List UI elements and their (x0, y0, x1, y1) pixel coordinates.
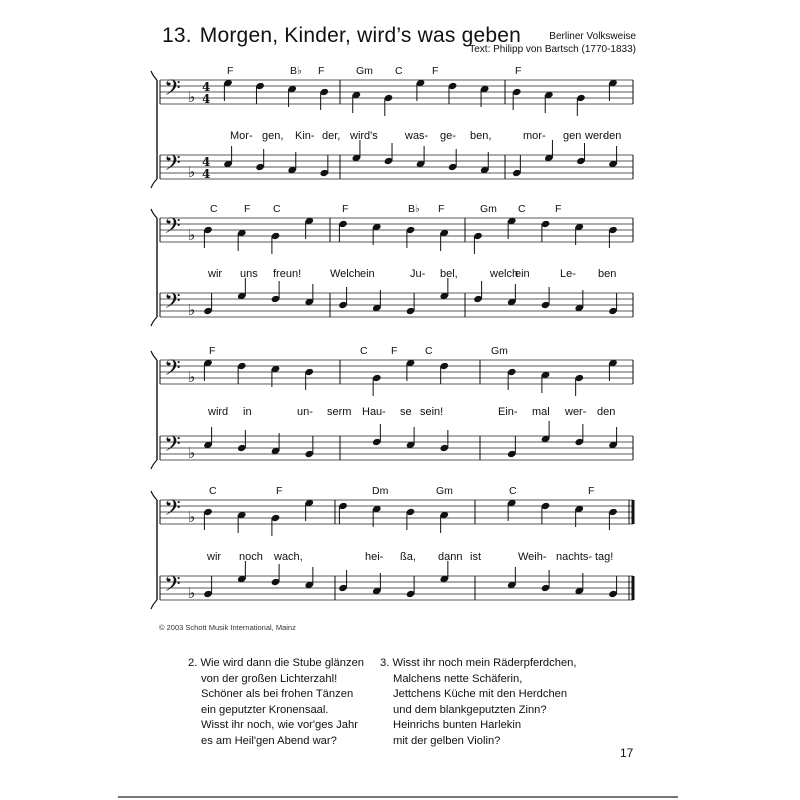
staff-upper (160, 76, 633, 116)
verse-2-line: von der großen Lichterzahl! (201, 672, 338, 685)
chord-symbol: F (588, 485, 595, 497)
chord-symbol: F (276, 485, 283, 497)
chord-symbol: C (273, 203, 281, 215)
lyric-syllable: tag! (595, 551, 614, 563)
chord-symbol: Gm (436, 485, 453, 497)
music-system (151, 203, 633, 326)
lyric-syllable: mal (532, 406, 550, 418)
chord-symbol: C (209, 485, 217, 497)
lyric-syllable: Ju- (410, 268, 426, 280)
copyright-notice: © 2003 Schott Musik International, Mainz (159, 623, 296, 632)
lyric-syllable: Kin- (295, 130, 315, 142)
flat-icon: ♭ (188, 584, 196, 602)
lyric-syllable: wer- (565, 406, 587, 418)
lyric-syllable: gen, (262, 130, 284, 142)
lyric-syllable: in (243, 406, 252, 418)
lyric-syllable: den (603, 130, 622, 142)
bracket-hook (151, 179, 157, 188)
chord-symbol: C (509, 485, 517, 497)
flat-icon: ♭ (188, 301, 196, 319)
verse-3-line: Jettchens Küche mit den Herdchen (393, 688, 568, 700)
staff-lower (160, 140, 633, 181)
chord-symbol: F (555, 203, 562, 215)
bracket-hook (151, 351, 157, 360)
staff-lower (160, 561, 633, 602)
verse-3-line: Heinrichs bunten Harlekin (393, 719, 522, 731)
bass-clef-icon: 𝄢 (164, 432, 181, 462)
lyric-syllable: ben (598, 268, 617, 280)
chord-symbol: F (209, 345, 216, 357)
lyric-syllable: se (400, 406, 412, 418)
chord-symbol: Gm (480, 203, 497, 215)
chord-symbol: C (210, 203, 218, 215)
bracket-hook (151, 317, 157, 326)
lyric-syllable: sein! (420, 406, 444, 418)
time-signature-top: 4 (202, 80, 211, 94)
chord-symbol: F (318, 65, 325, 77)
staff-upper (160, 356, 633, 396)
chord-symbol: C (360, 345, 368, 357)
chord-symbol: F (227, 65, 234, 77)
staff-lower (160, 278, 633, 319)
chord-symbol: F (391, 345, 398, 357)
verse-3-number: 3. (380, 657, 390, 669)
verse-2-line: es am Heil'gen Abend war? (201, 734, 337, 747)
lyric-syllable: welch (490, 268, 519, 280)
bracket-hook (151, 209, 157, 218)
chord-symbol: F (515, 65, 522, 77)
lyric-syllable: wird (208, 406, 229, 418)
lyric-syllable: ist (470, 551, 481, 563)
staff-lower (160, 421, 633, 462)
time-signature-bottom: 4 (202, 92, 211, 106)
lyric-syllable: uns (240, 268, 258, 280)
bracket-hook (151, 600, 157, 609)
lyric-syllable: serm (327, 406, 352, 418)
lyric-syllable: wer- (585, 130, 607, 142)
verse-3 (380, 656, 577, 749)
verse-2-line: Schöner als bei frohen Tänzen (201, 688, 354, 700)
bass-clef-icon: 𝄢 (164, 356, 181, 386)
lyric-syllable: ben, (470, 130, 492, 142)
lyric-syllable: der, (322, 130, 341, 142)
lyric-syllable: un- (297, 406, 313, 418)
chord-symbol: B♭ (408, 203, 420, 215)
lyric-syllable: hei- (365, 551, 384, 563)
text-credit: Text: Philipp von Bartsch (1770-1833) (469, 44, 636, 55)
page-edge-line (118, 796, 678, 798)
lyric-syllable: den (597, 406, 616, 418)
chord-symbol: Gm (491, 345, 508, 357)
melody-credit: Berliner Volksweise (549, 31, 636, 42)
lyric-syllable: Mor- (230, 130, 253, 142)
bracket-hook (151, 71, 157, 80)
verse-2 (188, 656, 364, 749)
song-number: 13. (162, 24, 192, 47)
lyric-syllable: wir (208, 268, 223, 280)
verse-3-line: 3. Wisst ihr noch mein Räderpferdchen, (380, 657, 577, 669)
music-system (151, 485, 633, 609)
bracket-hook (151, 460, 157, 469)
staff-upper (160, 496, 633, 536)
lyric-syllable: wir (207, 551, 222, 563)
time-signature-bottom: 4 (202, 167, 211, 181)
chord-symbol: Gm (356, 65, 373, 77)
flat-icon: ♭ (188, 368, 196, 386)
verse-2-line: Wisst ihr noch, wie vor'ges Jahr (201, 719, 358, 731)
song-title-text: Morgen, Kinder, wird’s was geben (199, 24, 521, 47)
chord-symbol: C (518, 203, 526, 215)
lyric-syllable: ein (515, 268, 530, 280)
chord-symbol: F (342, 203, 349, 215)
bass-clef-icon: 𝄢 (164, 151, 181, 181)
verse-2-line: 2. Wie wird dann die Stube glänzen (188, 657, 365, 669)
lyric-syllable: Le- (560, 268, 576, 280)
verse-3-line: mit der gelben Violin? (393, 734, 501, 747)
time-signature-top: 4 (202, 155, 211, 169)
lyric-syllable: Hau- (362, 406, 386, 418)
lyric-syllable: dann (438, 551, 463, 563)
music-system (151, 65, 633, 188)
bracket-hook (151, 491, 157, 500)
lyric-syllable: ge- (440, 130, 456, 142)
lyric-syllable: nachts- (556, 551, 593, 563)
lyric-syllable: mor- (523, 130, 546, 142)
lyric-syllable: was- (405, 130, 429, 142)
staff-upper (160, 214, 633, 254)
chord-symbol: F (432, 65, 439, 77)
flat-icon: ♭ (188, 508, 196, 526)
music-system (151, 345, 633, 469)
bass-clef-icon: 𝄢 (164, 289, 181, 319)
flat-icon: ♭ (188, 88, 196, 106)
bass-clef-icon: 𝄢 (164, 214, 181, 244)
lyric-syllable: Weih- (518, 551, 547, 563)
verse-2-number: 2. (188, 657, 198, 669)
chord-symbol: F (244, 203, 251, 215)
flat-icon: ♭ (188, 226, 196, 244)
lyric-syllable: ßa, (400, 551, 416, 563)
lyric-syllable: wird's (350, 130, 378, 142)
bass-clef-icon: 𝄢 (164, 572, 181, 602)
chord-symbol: F (438, 203, 445, 215)
verse-3-line: Malchens nette Schäferin, (393, 672, 523, 685)
lyric-syllable: noch (239, 551, 263, 563)
bass-clef-icon: 𝄢 (164, 496, 181, 526)
chord-symbol: C (425, 345, 433, 357)
chord-symbol: C (395, 65, 403, 77)
page-number: 17 (620, 746, 634, 760)
lyric-syllable: freun! (273, 268, 302, 280)
flat-icon: ♭ (188, 163, 196, 181)
verse-3-line: und dem blankgeputzten Zinn? (393, 703, 547, 716)
lyric-syllable: bel, (440, 268, 458, 280)
lyric-syllable: gen (563, 130, 582, 142)
flat-icon: ♭ (188, 444, 196, 462)
verse-2-line: ein geputzter Kronensaal. (201, 703, 329, 716)
lyric-syllable: wach, (274, 551, 303, 563)
bass-clef-icon: 𝄢 (164, 76, 181, 106)
lyric-syllable: ein (360, 268, 375, 280)
chord-symbol: Dm (372, 485, 389, 497)
chord-symbol: B♭ (290, 65, 302, 77)
lyric-syllable: Welch (330, 268, 361, 280)
lyric-syllable: Ein- (498, 406, 518, 418)
